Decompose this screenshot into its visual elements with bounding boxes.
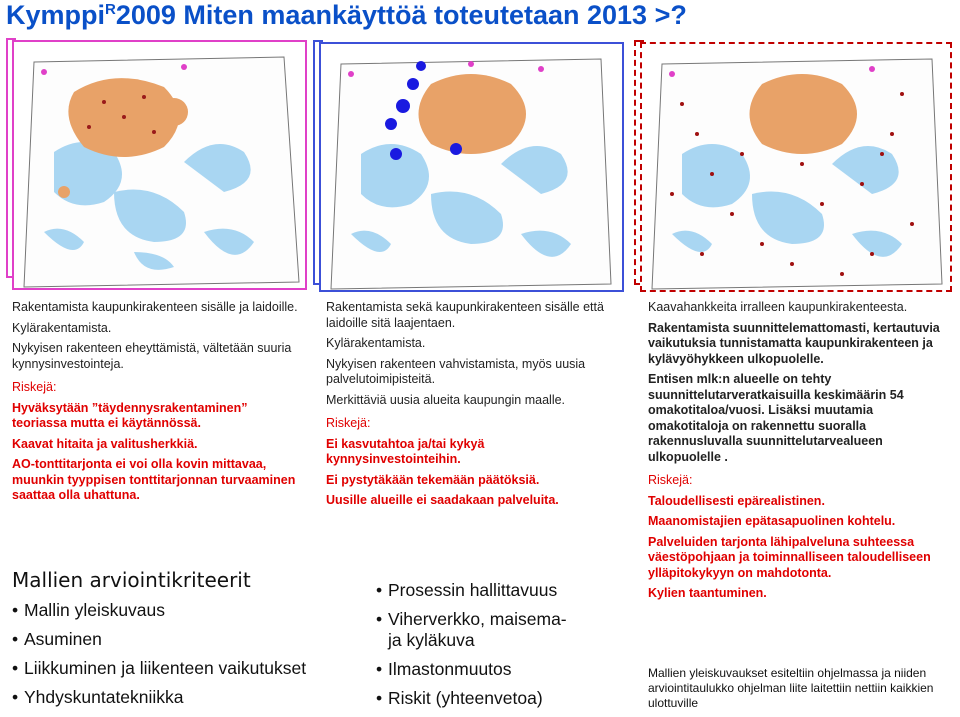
tuunausmalli-description: [12, 300, 302, 509]
map-laikyttamismalli: [640, 42, 952, 292]
col2-paragraph: Kylärakentamista.: [326, 336, 426, 350]
col2-paragraph: Merkittäviä uusia alueita kaupungin maalle.: [326, 392, 566, 407]
criteria-item: • Riskit (yhteenvetoa): [376, 688, 616, 709]
page-title: Kymppi$^R$2009 Miten maankäyttöä toteutetaan 2013 >?: [6, 0, 687, 30]
criteria-item: • Viherverkko, maisema- ja kyläkuva: [376, 609, 616, 651]
col2-paragraph: Rakentamista sekä kaupunkirakenteen sisälle että laidoille sitä laajentaen.: [326, 300, 604, 330]
col1-risk: Hyväksytään ”täydennysrakentaminen” teoriassa mutta ei käytännössä.: [12, 400, 248, 430]
col1-paragraph: Kylärakentamista.: [12, 320, 112, 335]
col3-risk: Kylien taantuminen.: [648, 586, 767, 600]
col3-paragraph: Rakentamista suunnittelemattomasti, kertautuvia vaikutuksia tunnistamatta kaupunkirakenteen ja kylävyöhykkeen ulkopuolelle.: [648, 320, 940, 366]
col3-risk: Palveluiden tarjonta lähipalveluna suhteessa väestöpohjaan ja toiminnalliseen taloudelliseen ylläpitokykyyn on mahdotonta.: [648, 534, 931, 580]
laikyttamismalli-description: [648, 300, 948, 607]
criteria-list: [12, 600, 332, 716]
map-vahvistamismalli: [319, 42, 624, 292]
map-tuunausmalli: [12, 40, 307, 290]
col3-paragraph: Entisen mlk:n alueelle on tehty suunnittelutarveratkaisuilla keskimäärin 54 omakotitaloa/vuosi. Lisäksi muutamia omakotitaloja on rakennettu suoralla rakennusluvalla suunnittelutarvealueen ulkopuolelle .: [648, 372, 904, 464]
col2-paragraph: Nykyisen rakenteen vahvistamista, myös uusia palvelutoimipisteitä.: [326, 356, 586, 386]
col3-risk: Maanomistajien epätasapuolinen kohtelu.: [648, 514, 896, 528]
vahvistamismalli-description: [326, 300, 616, 514]
criteria-item: • Mallin yleiskuvaus: [12, 600, 332, 621]
criteria-list-2: [376, 580, 616, 717]
criteria-item: • Ilmastonmuutos: [376, 659, 616, 680]
col1-paragraph: Nykyisen rakenteen eheyttämistä, vältetään suuria kynnysinvestointeja.: [12, 341, 292, 371]
col1-risk-title: Riskejä:: [12, 380, 57, 394]
col1-paragraph: Rakentamista kaupunkirakenteen sisälle ja laidoille.: [12, 300, 298, 314]
col3-risk: Taloudellisesti epärealistinen.: [648, 493, 825, 508]
col1-risk: Kaavat hitaita ja valitusherkkiä.: [12, 436, 198, 451]
criteria-item: • Prosessin hallittavuus: [376, 580, 616, 601]
col2-risk: Uusille alueille ei saadakaan palveluita.: [326, 493, 559, 507]
col1-risk: AO-tonttitarjonta ei voi olla kovin mittavaa, muunkin tyyppisen tonttitarjonnan turvaaminen saattaa olla uhattuna.: [12, 457, 296, 502]
footnote: Mallien yleiskuvaukset esiteltiin ohjelmassa ja niiden arviointitaulukko ohjelman liite laitettiin nettiin kaikkien ulottuville: [648, 666, 934, 710]
criteria-title: Mallien arviointikriteerit: [12, 568, 251, 592]
col3-risk-title: Riskejä:: [648, 473, 693, 487]
col2-risk-title: Riskejä:: [326, 416, 371, 430]
criteria-item: • Asuminen: [12, 629, 332, 650]
criteria-item: • Liikkuminen ja liikenteen vaikutukset: [12, 658, 332, 679]
col2-risk: Ei kasvutahtoa ja/tai kykyä kynnysinvestointeihin.: [326, 436, 485, 466]
col3-paragraph: Kaavahankkeita irralleen kaupunkirakenteesta.: [648, 300, 908, 314]
criteria-item: • Yhdyskuntatekniikka: [12, 687, 332, 708]
col2-risk: Ei pystytäkään tekemään päätöksiä.: [326, 472, 540, 487]
